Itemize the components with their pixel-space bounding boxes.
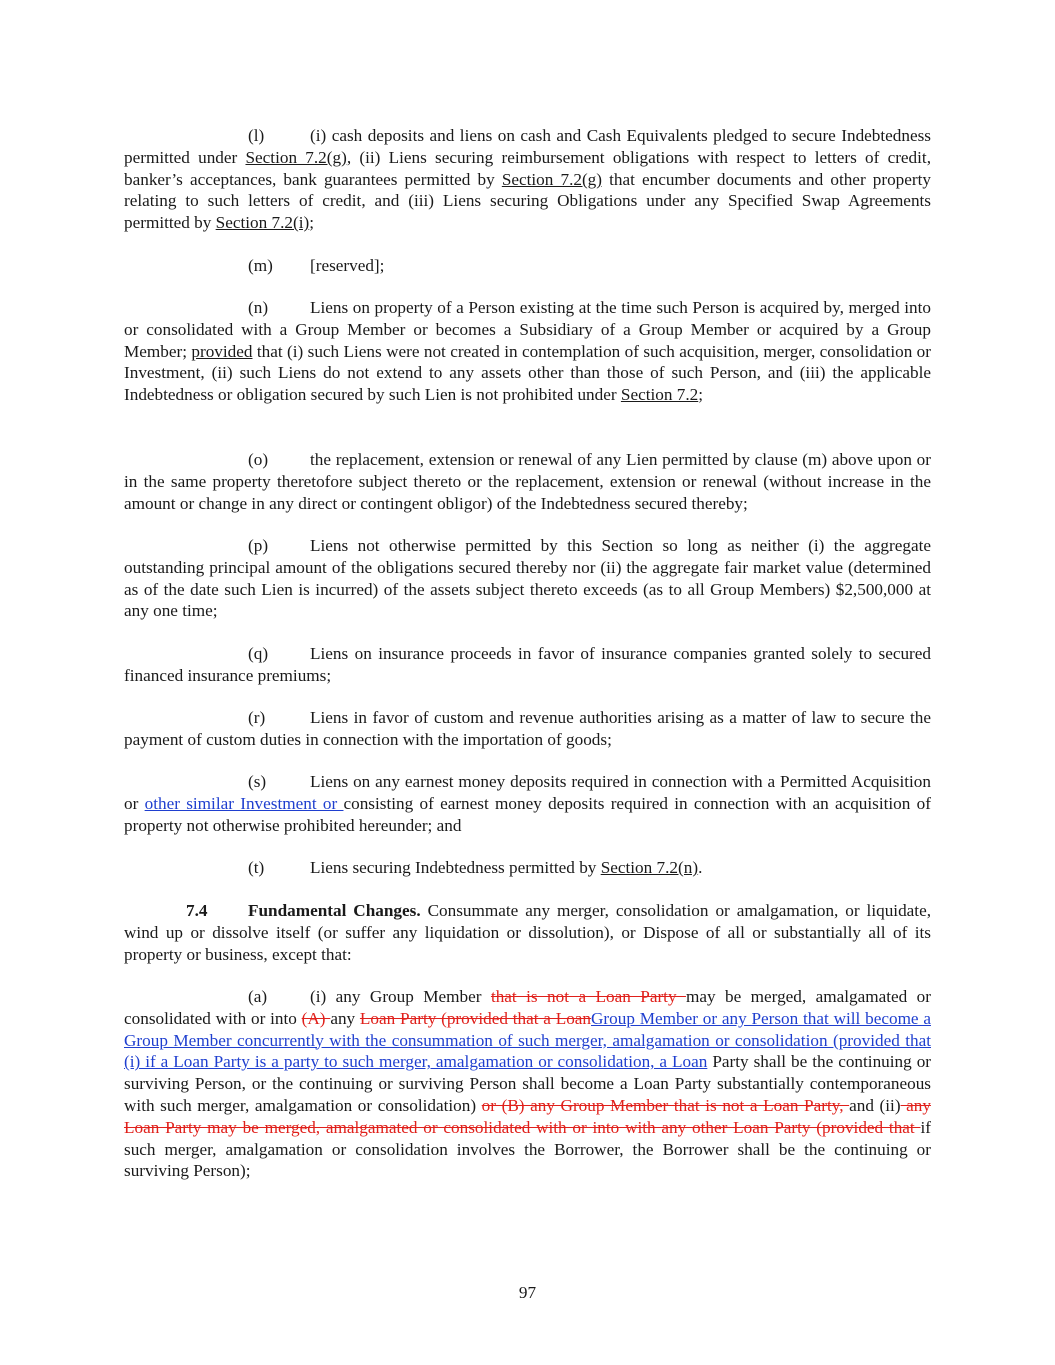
section-title: Fundamental Changes.: [248, 901, 421, 920]
paragraph-q: (q) Liens on insurance proceeds in favor of insurance companies granted solely to secured financed insurance premiums;: [124, 644, 931, 685]
deleted-text: or (B) any Group Member that is not a Loan Party,: [481, 1095, 850, 1115]
clause-label: (o): [248, 450, 269, 469]
paragraph-t: (t) Liens securing Indebtedness permitted by Section 7.2(n).: [248, 858, 703, 877]
paragraph-s: (s) Liens on any earnest money deposits required in connection with a Permitted Acquisition or other similar Investment or consisting of earnest money deposits required in connection with an acquisition of property not otherwise prohibited hereunder; and: [124, 772, 931, 835]
clause-label: (q): [248, 644, 269, 663]
clause-label: (m): [248, 256, 273, 275]
deleted-text: any Loan Party may be merged, amalgamated or consolidated with or into with any other Loan Party (provided that: [124, 1095, 931, 1137]
clause-label: (s): [248, 772, 267, 791]
deleted-text: Loan Party (provided that a Loan: [359, 1008, 592, 1028]
clause-label: (r): [248, 708, 266, 727]
inserted-text: other similar Investment or: [144, 793, 344, 813]
inserted-text: Group Member or any Person that will become a Group Member concurrently with the consummation of such merger, amalgamation or consolidation (provided that (i) if a Loan Party is a party to such merger, amalgamation or consolidation, a Loan: [124, 1008, 931, 1072]
section-7-4: 7.4 Fundamental Changes. Consummate any merger, consolidation or amalgamation, or liquidate, wind up or dissolve itself (or suffer any liquidation or dissolution), or Dispose of all or substantially all of its property or business, except that:: [124, 901, 931, 964]
clause-label: (p): [248, 536, 269, 555]
paragraph-l: (l) (i) cash deposits and liens on cash and Cash Equivalents pledged to secure Indebtedness permitted under Section 7.2(g), (ii) Liens securing reimbursement obligations with respect to letters of credit, banker’s acceptances, bank guarantees permitted by Section 7.2(g) that encumber documents and other property relating to such letters of credit, and (iii) Liens securing Obligations under any Specified Swap Agreements permitted by Section 7.2(i);: [124, 126, 931, 233]
section-reference: Section 7.2(g): [501, 169, 602, 189]
deleted-text: that is not a Loan Party: [490, 987, 686, 1006]
paragraph-r: (r) Liens in favor of custom and revenue authorities arising as a matter of law to secure the payment of custom duties in connection with the importation of goods;: [124, 708, 931, 749]
paragraph-p: (p) Liens not otherwise permitted by this Section so long as neither (i) the aggregate outstanding principal amount of the obligations secured thereby nor (ii) the aggregate fair market value (determined as of the date such Lien is incurred) of the assets subject thereto exceeds (as to all Group Members) $2,500,000 at any one time;: [124, 536, 931, 621]
paragraph-m: (m) [reserved];: [248, 256, 385, 275]
section-number: 7.4: [186, 901, 208, 920]
section-reference: Section 7.2(i): [215, 213, 310, 233]
deleted-text: (A): [301, 1008, 331, 1028]
section-reference: Section 7.2: [620, 385, 699, 405]
page-number: 97: [518, 1283, 537, 1302]
clause-label: (a): [248, 987, 268, 1006]
paragraph-n: (n) Liens on property of a Person existing at the time such Person is acquired by, merged into or consolidated with a Group Member or becomes a Subsidiary of a Group Member or acquired by a Group Member; provided that (i) such Liens were not created in contemplation of such acquisition, merger, consolidation or Investment, (ii) such Liens do not extend to any assets other than those of such Person, and (iii) the applicable Indebtedness or obligation secured by such Lien is not prohibited under Section 7.2;: [124, 298, 931, 405]
section-reference: Section 7.2(g): [245, 147, 347, 167]
clause-label: (n): [248, 298, 269, 317]
paragraph-a: (a) (i) any Group Member that is not a Loan Party may be merged, amalgamated or consolidated with or into (A) any Loan Party (provided that a LoanGroup Member or any Person that will become a Group Member concurrently with the consummation of such merger, amalgamation or consolidation (provided that (i) if a Loan Party is a party to such merger, amalgamation or consolidation, a Loan Party shall be the continuing or surviving Person, or the continuing or surviving Person shall become a Loan Party substantially contemporaneous with such merger, amalgamation or consolidation) or (B) any Group Member that is not a Loan Party, and (ii) any Loan Party may be merged, amalgamated or consolidated with or into with any other Loan Party (provided that if such merger, amalgamation or consolidation involves the Borrower, the Borrower shall be the continuing or surviving Person);: [124, 987, 932, 1181]
paragraph-o: (o) the replacement, extension or renewal of any Lien permitted by clause (m) above upon or in the same property theretofore subject thereto or the replacement, extension or renewal (without increase in the amount or change in any direct or contingent obligor) of the Indebtedness secured thereby;: [124, 450, 931, 513]
clause-label: (t): [248, 858, 265, 877]
section-reference: Section 7.2(n): [600, 858, 699, 877]
provided-term: provided: [191, 341, 253, 361]
clause-label: (l): [248, 126, 265, 145]
